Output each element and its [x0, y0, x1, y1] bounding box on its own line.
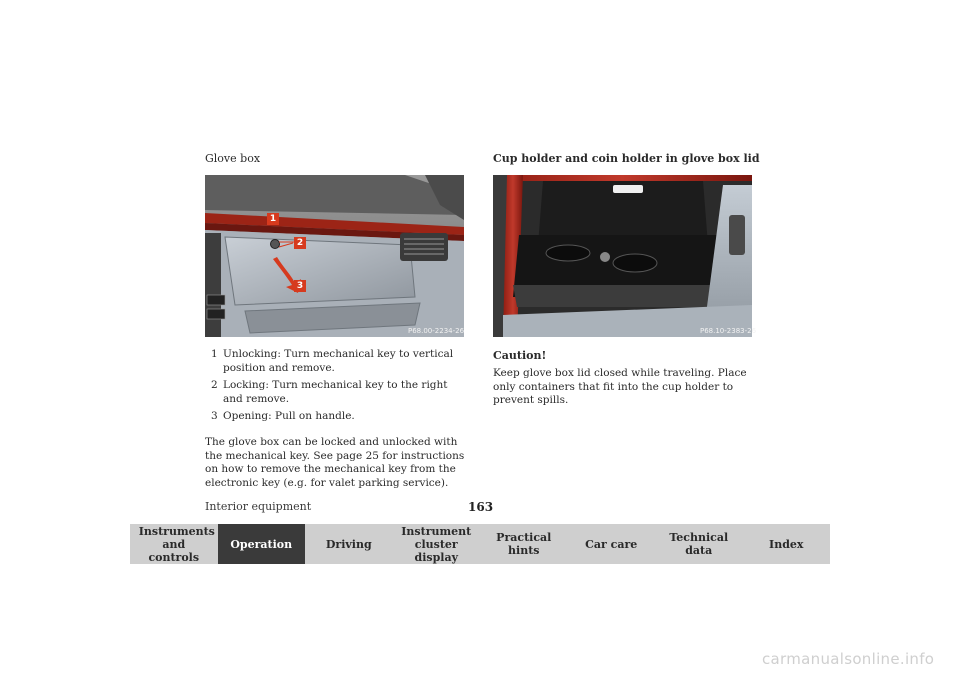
tab-practical-hints[interactable]: Practical hints	[480, 524, 568, 564]
callout-2: 2	[294, 237, 306, 249]
caution-title: Caution!	[493, 349, 547, 362]
callout-3: 3	[294, 280, 306, 292]
tab-driving[interactable]: Driving	[305, 524, 393, 564]
page-number: 163	[468, 500, 494, 514]
glove-box-title: Glove box	[205, 152, 261, 165]
watermark: carmanualsonline.info	[762, 650, 935, 668]
step-1	[211, 348, 467, 375]
step-3-number: 3	[211, 410, 218, 422]
chapter-nav	[130, 524, 830, 564]
tab-operation[interactable]: Operation	[218, 524, 306, 564]
glove-box-image-code: P68.00-2234-26	[408, 327, 465, 335]
callout-1: 1	[267, 213, 279, 225]
chapter-label: Interior equipment	[205, 500, 312, 513]
cup-holder-photo	[493, 175, 752, 337]
step-2-text: Locking: Turn mechanical key to the right and remove.	[223, 379, 448, 405]
caution-text: Keep glove box lid closed while traveling. Place only containers that fit into the cup holder to prevent spills.	[493, 367, 747, 406]
tab-index[interactable]: Index	[743, 524, 831, 564]
step-2	[211, 379, 467, 406]
cup-holder-title: Cup holder and coin holder in glove box lid	[493, 152, 760, 165]
step-2-number: 2	[211, 379, 218, 391]
cup-holder-image-code: P68.10-2383-26	[700, 327, 757, 335]
glove-box-illustration	[205, 175, 464, 337]
step-3	[211, 410, 467, 424]
steps-list	[211, 348, 467, 424]
glove-box-paragraph: The glove box can be locked and unlocked with the mechanical key. See page 25 for instructions on how to remove the mechanical key from the electronic key (e.g. for valet parking service).	[205, 436, 465, 489]
tab-car-care[interactable]: Car care	[568, 524, 656, 564]
tab-instrument-cluster-display[interactable]: Instrument cluster display	[393, 524, 481, 564]
tab-technical-data[interactable]: Technical data	[655, 524, 743, 564]
tab-instruments-and-controls[interactable]: Instruments and controls	[130, 524, 218, 564]
step-3-text: Opening: Pull on handle.	[223, 410, 355, 422]
step-1-number: 1	[211, 348, 218, 360]
step-1-text: Unlocking: Turn mechanical key to vertical position and remove.	[223, 348, 454, 374]
